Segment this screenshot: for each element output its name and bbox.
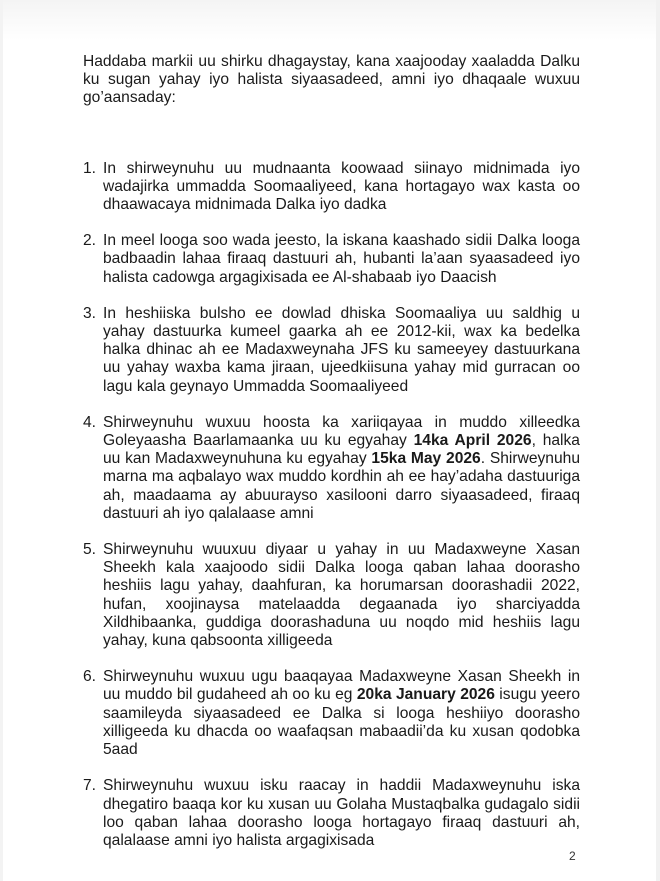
- item-text: [103, 414, 580, 523]
- resolution-item: [83, 777, 580, 850]
- resolution-item: [83, 668, 580, 759]
- item-text-segment: . Shirweynuhu marna ma aqbalayo wax muddo kordhin ah ee hay’adaha dastuuriga ah, maadaama ay abuurayso xasilooni darro siyaasadeed, firaaq dastuuri ah iyo qalalaase amni: [103, 450, 580, 522]
- resolutions-list: [83, 160, 580, 851]
- item-text: [103, 305, 580, 396]
- resolution-item: [83, 232, 580, 287]
- item-text-bold-date: 14ka April 2026: [413, 432, 532, 450]
- item-text-segment: In heshiiska bulsho ee dowlad dhiska Soomaaliya uu saldhig u yahay dastuurka kumeel gaarka ah ee 2012-kii, wax ka bedelka halka dhinac ah ee Madaxweynaha JFS ku sameeyey dastuurkana uu yahay waxba kama jiraan, ujeedkiisuna yahay mid gurracan oo lagu kala geynayo Ummadda Soomaaliyeed: [103, 304, 580, 395]
- item-text-bold-date: 20ka January 2026: [356, 686, 495, 704]
- item-text: [103, 232, 580, 287]
- resolution-item: [83, 305, 580, 396]
- item-text: [103, 777, 580, 850]
- resolution-item: [83, 160, 580, 215]
- item-text-segment: In shirweynuhu uu mudnaanta koowaad siinayo midnimada iyo wadajirka ummadda Soomaaliyeed, kana hortagayo wax kasta oo dhaawacaya midnimada Dalka iyo dadka: [103, 159, 580, 214]
- item-text-segment: , halka uu kan Madaxweynuhuna ku egyahay: [103, 432, 580, 468]
- item-text-bold-date: 15ka May 2026: [371, 450, 481, 468]
- item-text: [103, 160, 580, 215]
- item-number: 2.: [83, 232, 97, 250]
- item-text-segment: Shirweynuhu wuxuu ugu baaqayaa Madaxweyne Xasan Sheekh in uu muddo bil gudaheed ah oo ku eg: [103, 668, 580, 704]
- document-body: [83, 53, 580, 868]
- item-text-segment: isugu yeero saamileyda siyaasadeed ee Dalka si looga heshiiyo doorasho xilligeeda ku dhacda oo waafaqsan mabaadii’da ku xusan qodobka 5aad: [103, 686, 581, 759]
- page-number: 2: [569, 849, 576, 863]
- item-text: [103, 668, 580, 759]
- item-number: 5.: [83, 541, 97, 559]
- intro-paragraph: Haddaba markii uu shirku dhagaystay, kana xaajooday xaaladda Dalku ku sugan yahay iyo halista siyaasadeed, amni iyo dhaqaale wuxuu go’aansaday:: [83, 53, 580, 107]
- item-text-segment: Shirweynuhu wuxuu isku raacay in haddii Madaxweynuhu iska dhegatiro baaqa kor ku xusan uu Golaha Mustaqbalka gudagalo sidii loo qaban lahaa doorasho looga hortagayo firaaq dastuuri ah, qalalaase amni iyo halista argagixisada: [103, 777, 580, 849]
- page-top-shadow: [0, 0, 660, 40]
- item-text: [103, 541, 580, 650]
- item-number: 1.: [83, 159, 97, 177]
- item-text-segment: In meel looga soo wada jeesto, la iskana kaashado sidii Dalka looga badbaadin lahaa firaaq dastuuri ah, hubanti la’aan syaasadeed iyo halista cadowga argagixisada ee Al-shabaab iyo Daacish: [103, 232, 580, 286]
- item-text-segment: Shirweynuhu wuxuu hoosta ka xariiqayaa in muddo xilleedka Goleyaasha Baarlamaanka uu ku egyahay: [103, 413, 580, 450]
- item-number: 3.: [83, 304, 97, 322]
- resolution-item: [83, 541, 580, 650]
- item-number: 4.: [83, 413, 97, 431]
- page-right-edge: [656, 0, 660, 881]
- item-number: 7.: [83, 777, 97, 795]
- page-left-edge: [0, 0, 3, 881]
- resolution-item: [83, 414, 580, 523]
- item-text-segment: Shirweynuhu wuuxuu diyaar u yahay in uu Madaxweyne Xasan Sheekh kala xaajoodo sidii Dalka looga qaban lahaa doorasho heshiis lagu yahay, daahfuran, ka horumarsan doorashadii 2022, hufan, xoojinaysa matelaadda degaanada iyo sharciyadda Xildhibaanka, guddiga doorashaduna uu noqdo mid heshiis lagu yahay, kuna qabsoonta xilligeeda: [103, 541, 580, 650]
- item-number: 6.: [83, 668, 97, 686]
